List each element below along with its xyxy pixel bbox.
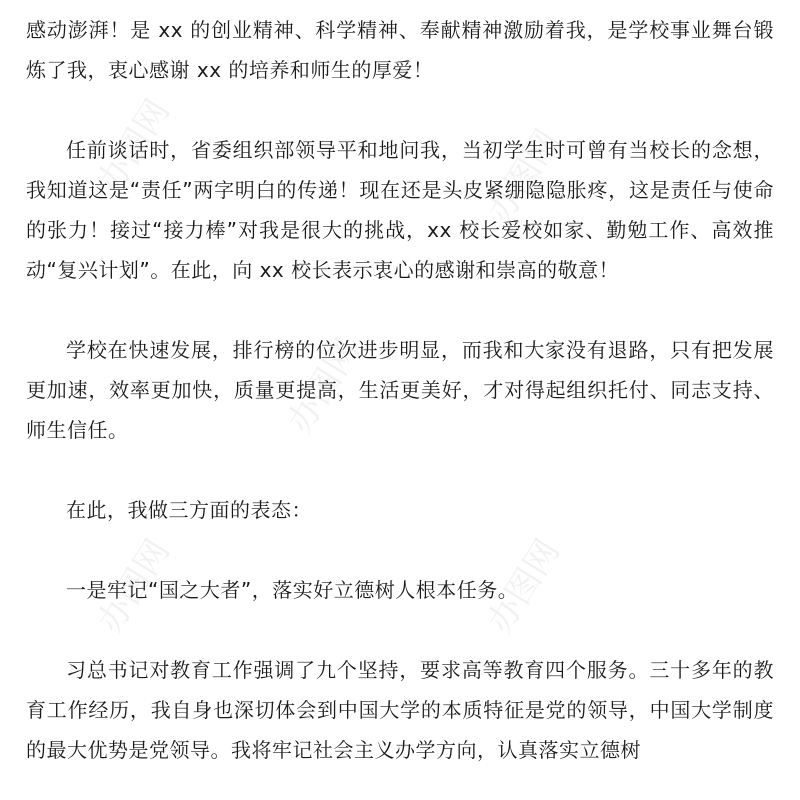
- watermark: 办图网: [89, 532, 178, 641]
- paragraph-pledge-intro: 在此，我做三方面的表态：: [66, 498, 312, 522]
- paragraph-education: 习总书记对教育工作强调了九个坚持，要求高等教育四个服务。三十多年的教育工作经历，我自身也深切体会到中国大学的本质特征是党的领导，中国大学制度的最大优势是党领导。我将牢记社会主义办学方向，认真落实立德树: [26, 658, 774, 762]
- watermark: 办图网: [279, 332, 368, 441]
- document-body: [26, 10, 774, 770]
- paragraph-pledge-one: 一是牢记“国之大者”，落实好立德树人根本任务。: [66, 578, 519, 602]
- paragraph-responsibility: 任前谈话时，省委组织部领导平和地问我，当初学生时可曾有当校长的念想，我知道这是“责任”两字明白的传递！现在还是头皮紧绷隐隐胀疼，这是责任与使命的张力！接过“接力棒”对我是很大的挑战，xx 校长爱校如家、勤勉工作、高效推动“复兴计划”。在此，向 xx 校长表示衷心的感谢和崇高的敬意！: [26, 138, 774, 282]
- watermark: 办图网: [89, 92, 178, 201]
- paragraph-gratitude: 感动澎湃！是 xx 的创业精神、科学精神、奉献精神激励着我，是学校事业舞台锻炼了我，衷心感谢 xx 的培养和师生的厚爱！: [26, 18, 774, 82]
- watermark: 办图网: [479, 122, 568, 231]
- watermark: 办图网: [479, 532, 568, 641]
- paragraph-development: 学校在快速发展，排行榜的位次进步明显，而我和大家没有退路，只有把发展更加速，效率更加快，质量更提高，生活更美好，才对得起组织托付、同志支持、师生信任。: [26, 338, 774, 442]
